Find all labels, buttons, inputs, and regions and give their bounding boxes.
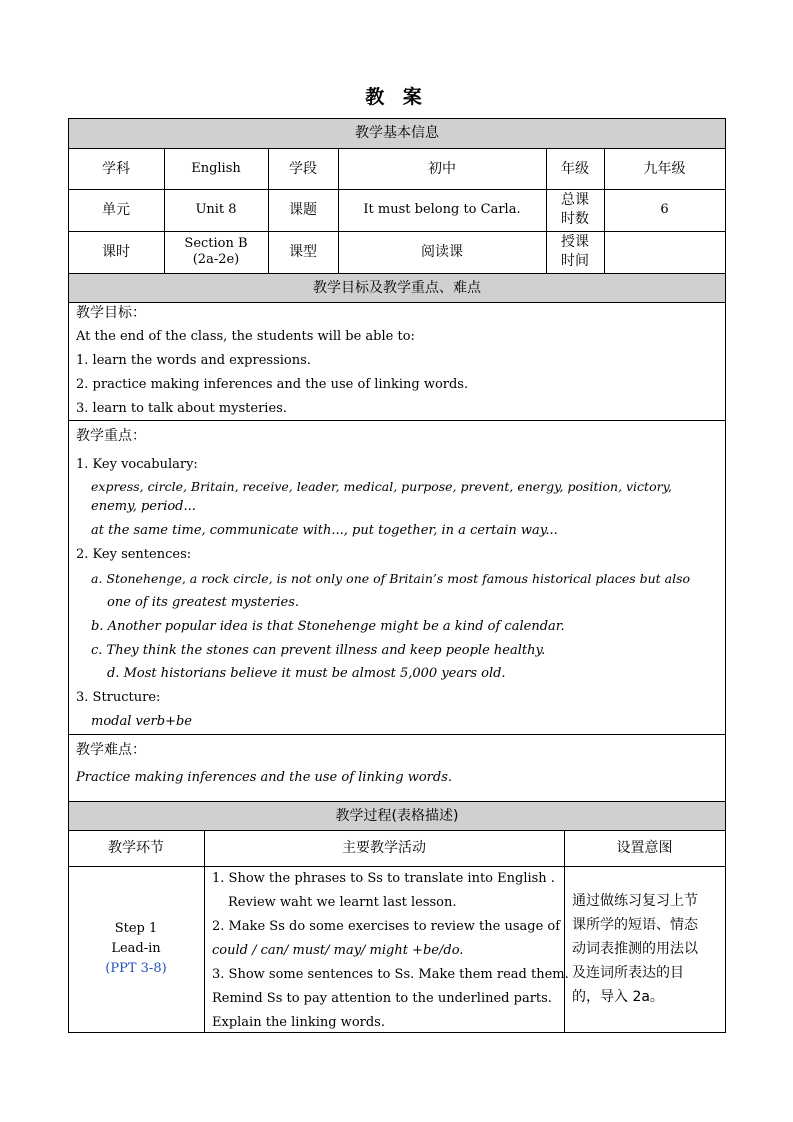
key-sentence: c. They think the stones can prevent illness and keep people healthy. [91,643,546,658]
type-value: 阅读课 [421,244,463,260]
total-lessons-label-line1: 总课 [561,192,589,208]
key-sentence: b. Another popular idea is that Stonehenge might be a kind of calendar. [91,619,565,634]
activity-line: Review waht we learnt last lesson. [228,895,457,910]
key-vocab-line: express, circle, Britain, receive, leader, medical, purpose, prevent, energy, position, victory, [91,479,672,494]
objective-line: 2. practice making inferences and the use of linking words. [76,377,469,392]
basic-info-header: 教学基本信息 [355,125,439,141]
activity-line: could / can/ must/ may/ might +be/do. [212,943,464,958]
key-sentence: one of its greatest mysteries. [107,595,300,610]
key-vocab-line: enemy, period... [91,499,196,514]
total-lessons-label [546,189,604,231]
activity-line: 2. Make Ss do some exercises to review the usage of [212,919,561,934]
col-header-step: 教学环节 [108,840,164,856]
intent-line: 及连词所表达的目 [572,965,684,981]
total-lessons-value: 6 [660,202,669,217]
total-lessons-label-line2: 时数 [561,211,589,227]
col-header-intent: 设置意图 [616,840,673,856]
step-cell [68,866,204,1032]
stage-value: 初中 [428,160,456,177]
topic-label: 课题 [289,202,317,218]
difficulty-line: Practice making inferences and the use of linking words. [76,770,452,785]
objective-title: 教学目标： [76,305,146,321]
col-header-activities: 主要教学活动 [342,840,426,856]
unit-value: Unit 8 [195,202,237,217]
difficulty-title: 教学难点： [76,742,146,758]
goals-header: 教学目标及教学重点、难点 [313,279,481,296]
objective-line: 3. learn to talk about mysteries. [76,401,287,416]
key-points-title: 教学重点： [76,428,146,444]
period-value [164,231,268,273]
step-number: Step 1 [114,921,158,936]
unit-label: 单元 [102,202,130,218]
intent-line: 的，导入 2a。 [572,989,664,1005]
activity-line: 3. Show some sentences to Ss. Make them read them. [212,967,569,982]
grade-value: 九年级 [643,160,686,177]
type-label: 课型 [289,244,317,260]
key-vocab-title: 1. Key vocabulary: [76,457,198,472]
page-title: 教 案 [365,86,428,108]
activity-line: Remind Ss to pay attention to the underlined parts. [212,991,552,1006]
key-sentences-title: 2. Key sentences: [76,547,192,562]
structure-title: 3. Structure: [76,690,161,705]
teaching-time-value [604,231,725,273]
key-sentence: a. Stonehenge, a rock circle, is not only one of Britain’s most famous historical places but also [91,571,691,586]
objective-line: 1. learn the words and expressions. [76,353,311,368]
teaching-time-label [546,231,604,273]
step-ppt-ref: (PPT 3-8) [105,961,167,976]
activity-line: Explain the linking words. [212,1015,385,1030]
teaching-time-label-line2: 时间 [561,253,589,269]
key-phrases-line: at the same time, communicate with..., put together, in a certain way... [91,523,558,538]
intent-line: 课所学的短语、情态 [572,917,698,933]
structure-line: modal verb+be [91,714,192,729]
intent-line: 动词表推测的用法以 [572,941,698,957]
subject-label: 学科 [102,160,130,177]
stage-label: 学段 [289,160,317,177]
key-sentence: d. Most historians believe it must be almost 5,000 years old. [107,666,506,681]
grade-label: 年级 [561,160,589,177]
process-header: 教学过程(表格描述) [335,807,459,824]
objective-line: At the end of the class, the students will be able to: [76,329,415,344]
step-name: Lead-in [111,941,161,956]
teaching-time-label-line1: 授课 [561,234,589,250]
intent-line: 通过做练习复习上节 [572,893,698,909]
activity-line: 1. Show the phrases to Ss to translate into English . [212,871,555,886]
subject-value: English [191,160,241,176]
period-value-line2: (2a-2e) [192,252,240,267]
period-label: 课时 [102,244,130,260]
topic-value: It must belong to Carla. [363,202,521,217]
period-value-line1: Section B [184,236,248,251]
